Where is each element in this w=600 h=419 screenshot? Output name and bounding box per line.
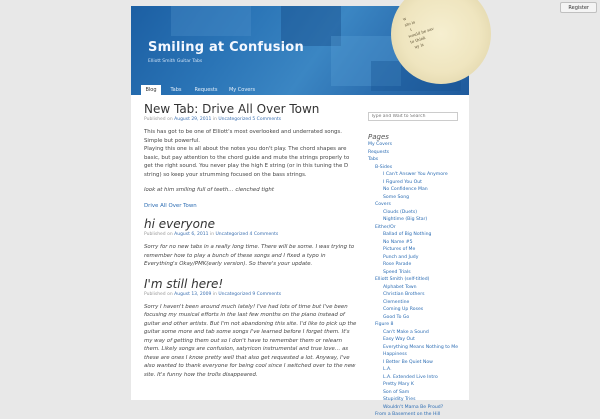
post-category[interactable]: Uncategorized (218, 291, 251, 297)
sidebar-page-link[interactable]: Christian Brothers (383, 292, 425, 297)
post-category[interactable]: Uncategorized (215, 232, 249, 237)
meta-prefix: Published on (144, 232, 173, 237)
sidebar-page-link[interactable]: Coming Up Roses (383, 307, 424, 312)
sidebar-page-link[interactable]: Speed Trials (383, 269, 411, 275)
sidebar-page-link[interactable]: B-Sides (375, 164, 393, 170)
sidebar-page-link[interactable]: I Better Be Quiet Now (383, 359, 433, 365)
sidebar-page-link[interactable]: Tabs (368, 157, 379, 162)
post-title[interactable]: hi everyone (144, 217, 215, 231)
sidebar-page-link[interactable]: Figure 8 (375, 322, 394, 327)
post-tab-link[interactable]: Drive All Over Town (144, 202, 197, 209)
post-title[interactable]: New Tab: Drive All Over Town (144, 102, 320, 116)
sidebar-page-link[interactable]: Punch and Judy (383, 254, 419, 260)
sidebar-page-link[interactable]: Easy Way Out (383, 337, 415, 342)
sidebar-page-link[interactable]: L.A. Extended Live Intro (383, 374, 438, 380)
tab-blog[interactable]: Blog (141, 85, 161, 95)
post-comments[interactable]: 9 Comments (252, 291, 282, 297)
sidebar-page-link[interactable]: Clementine (383, 299, 410, 305)
post-paragraph: Playing this one is all about the notes you don't play. The chord shapes are basic, but pay attention to the chord guide and mute the strings properly to get the right sound. You never play the high E string (or in this tuning the D string) so keep your strumming focused on the bass strings. (144, 146, 350, 178)
sidebar-page-link[interactable]: Can't Make a Sound (383, 329, 429, 335)
post-paragraph: Sorry for no new tabs in a really long time. There will be some. I was trying to remember how to play a bunch of these songs and I fixed a typo in Everything's Okay/PMK(early version). So there's your update. (144, 244, 355, 267)
sidebar-page-link[interactable]: Wouldn't Mama Be Proud? (383, 404, 444, 410)
post (144, 277, 357, 380)
post (144, 217, 357, 269)
post-paragraph: This has got to be one of Elliott's most overlooked and underrated songs. Simple but powerful. (144, 129, 342, 144)
main-content (144, 102, 357, 386)
meta-in: in (209, 232, 215, 237)
post (144, 102, 357, 210)
pages-list (368, 141, 464, 419)
sidebar-page-link[interactable]: Pretty Mary K (383, 382, 414, 387)
sidebar-page-link[interactable]: Happiness (383, 352, 407, 357)
post-category[interactable]: Uncategorized (218, 117, 251, 122)
post-paragraph: look at him smiling full of teeth… clenched tight (144, 187, 274, 193)
page-container (131, 6, 469, 417)
meta-in: in (212, 291, 217, 297)
post-body (144, 303, 357, 380)
sidebar-page-link[interactable]: Elliott Smith (self-titled) (375, 277, 430, 282)
search-input[interactable] (368, 112, 458, 121)
pages-heading: Pages (368, 133, 389, 141)
tab-my-covers[interactable]: My Covers (228, 87, 256, 93)
tab-tabs[interactable]: Tabs (170, 87, 182, 93)
header-collage-tile (171, 6, 251, 36)
post-meta (144, 117, 357, 122)
sidebar (368, 102, 464, 419)
post-body (144, 128, 357, 210)
sidebar-page-link[interactable]: Everything Means Nothing to Me (383, 344, 459, 350)
sidebar-page-link[interactable]: From a Basement on the Hill (375, 412, 441, 417)
sidebar-page-link[interactable]: My Covers (368, 142, 392, 147)
post-body (144, 243, 357, 269)
sidebar-page-link[interactable]: Covers (375, 202, 391, 207)
post-paragraph: Sorry I haven't been around much lately! I've had lots of time but I've been focusing my musical efforts in the last few months on the piano instead of guitar and other artists. But I'm not abandoning this site. I'd like to pick up the guitar some more and tab some songs I've learned before I forget them. It's my way of getting them out so I don't have to remember them or relearn them. Likely songs are confusion, satyricon instrumental and true love… as these are ones I know pretty well that also get requested a lot. Anyway, I've also wanted to thank everyone for being cool since I switched over to the new site. It's funny how the trolls disappeared. (144, 303, 357, 378)
post-comments[interactable]: 5 Comments (252, 117, 282, 122)
tab-requests[interactable]: Requests (194, 87, 218, 93)
sidebar-page-link[interactable]: Requests (368, 149, 390, 155)
meta-in: in (212, 117, 217, 122)
post-date[interactable]: August 13, 2009 (174, 291, 212, 297)
sidebar-page-link[interactable]: Clouds (Duets) (383, 209, 418, 215)
sidebar-page-link[interactable]: Ballad of Big Nothing (383, 232, 432, 237)
sidebar-page-link[interactable]: Nightime (Big Star) (383, 217, 428, 222)
site-description: Elliott Smith Guitar Tabs (148, 59, 203, 64)
sidebar-page-link[interactable]: I Figured You Out (383, 179, 422, 185)
sidebar-page-link[interactable]: Good To Go (383, 314, 410, 320)
meta-prefix: Published on (144, 291, 173, 297)
sidebar-page-link[interactable]: No Confidence Man (383, 187, 428, 192)
sidebar-page-link[interactable]: Stupidity Tries (383, 397, 416, 402)
sidebar-page-link[interactable]: Son of Sam (383, 389, 410, 395)
register-button[interactable]: Register (560, 2, 597, 13)
post-date[interactable]: August 6, 2011 (174, 232, 209, 237)
post-meta (144, 232, 357, 237)
post-comments[interactable]: 4 Comments (249, 232, 279, 237)
post-meta (144, 292, 357, 297)
site-title[interactable]: Smiling at Confusion (148, 40, 304, 55)
sidebar-page-link[interactable]: Some Song (383, 194, 410, 200)
sidebar-page-link[interactable]: Alphabet Town (383, 284, 417, 290)
sidebar-page-link[interactable]: I Can't Answer You Anymore (383, 172, 448, 177)
sidebar-page-link[interactable]: No Name #5 (383, 239, 413, 245)
site-header (131, 6, 469, 95)
sidebar-page-link[interactable]: L.A. (383, 367, 392, 372)
post-title[interactable]: I'm still here! (144, 276, 224, 291)
collage-text: w sto is i would be sav to think uy is (402, 15, 435, 51)
sidebar-page-link[interactable]: Rose Parade (383, 262, 412, 267)
main-nav (131, 85, 469, 95)
meta-prefix: Published on (144, 117, 173, 122)
sidebar-page-link[interactable]: Either/Or (375, 224, 396, 230)
sidebar-page-link[interactable]: Pictures of Me (383, 247, 416, 252)
post-date[interactable]: August 29, 2011 (174, 117, 212, 122)
